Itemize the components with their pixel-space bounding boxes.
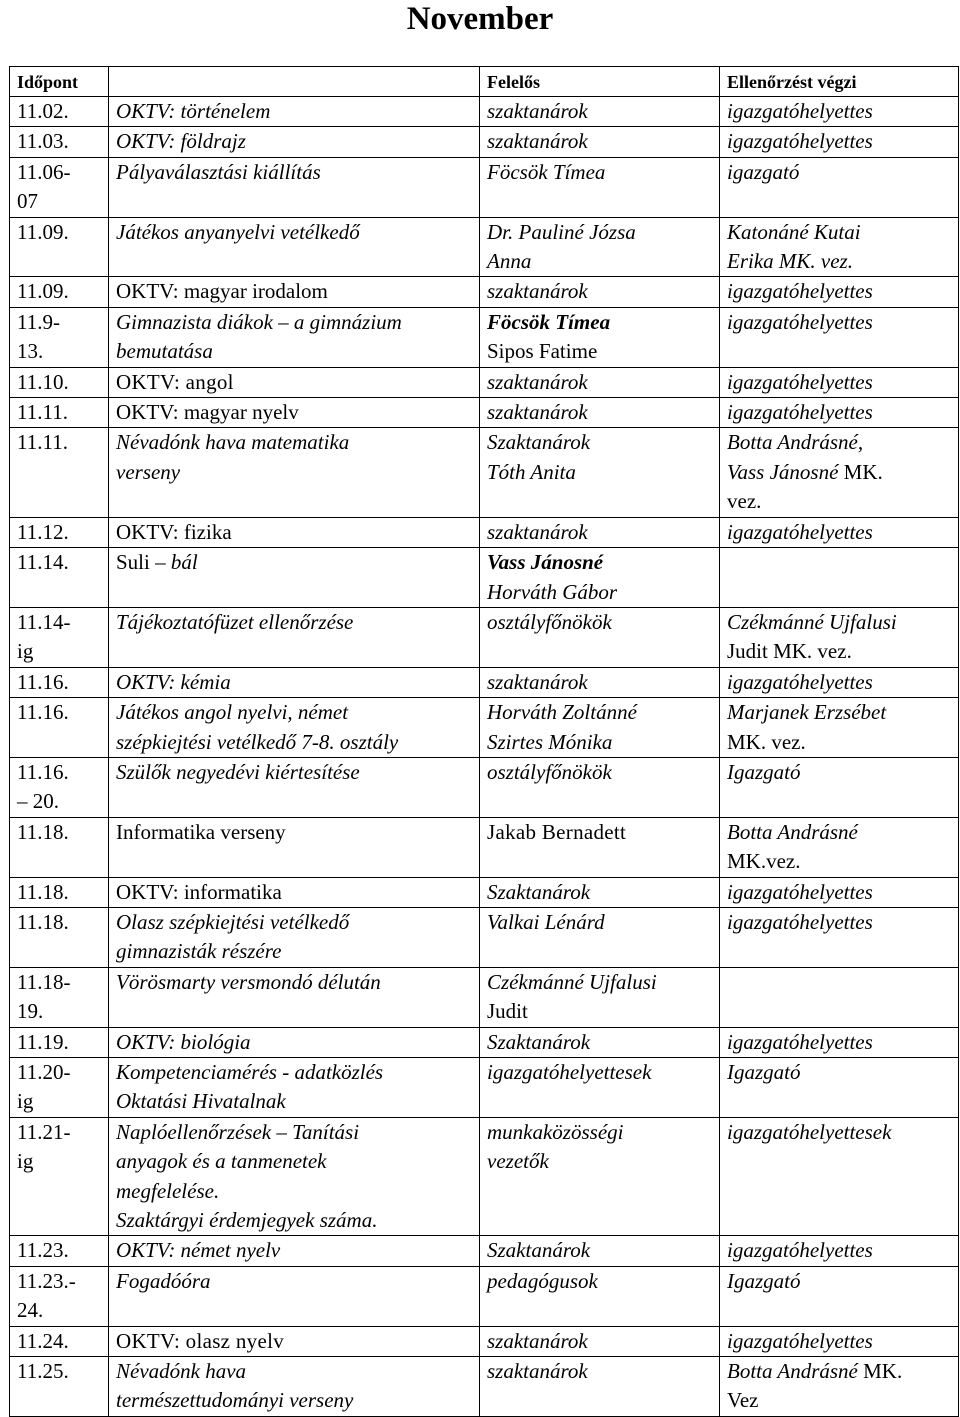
table-row — [10, 967, 959, 1027]
date-cell: 11.20- ig — [10, 1058, 109, 1118]
check-cell: igazgatóhelyettes — [720, 127, 959, 157]
event-cell: OKTV: olasz nyelv — [109, 1326, 480, 1356]
event-cell: Gimnazista diákok – a gimnázium bemutatása — [109, 307, 480, 367]
table-row — [10, 1357, 959, 1417]
check-role: MK.vez. — [727, 849, 801, 874]
check-cell: igazgatóhelyettes — [720, 877, 959, 907]
event-cell: Pályaválasztási kiállítás — [109, 157, 480, 217]
event-cell: Fogadóóra — [109, 1266, 480, 1326]
responsible-cell — [480, 548, 720, 608]
responsible-cell: szaktanárok — [480, 1326, 720, 1356]
responsible-primary: Czékmánné Ujfalusi — [487, 969, 657, 994]
date-cell: 11.16. — [10, 667, 109, 697]
event-cell: Kompetenciamérés - adatközlés Oktatási Hivatalnak — [109, 1058, 480, 1118]
date-cell: 11.23. — [10, 1236, 109, 1266]
check-names: Czékmánné Ujfalusi — [727, 609, 897, 634]
header-check: Ellenőrzést végzi — [720, 67, 959, 97]
responsible-cell — [480, 307, 720, 367]
table-row — [10, 907, 959, 967]
event-cell: OKTV: magyar irodalom — [109, 277, 480, 307]
check-cell: igazgatóhelyettes — [720, 367, 959, 397]
check-cell: igazgatóhelyettes — [720, 1236, 959, 1266]
check-cell: igazgatóhelyettes — [720, 1326, 959, 1356]
responsible-primary: Föcsök Tímea — [487, 309, 611, 334]
check-cell — [720, 1357, 959, 1417]
table-row — [10, 877, 959, 907]
table-row — [10, 1117, 959, 1236]
event-cell: OKTV: német nyelv — [109, 1236, 480, 1266]
table-row — [10, 307, 959, 367]
date-cell: 11.16. — [10, 698, 109, 758]
date-cell: 11.21- ig — [10, 1117, 109, 1236]
header-date: Időpont — [10, 67, 109, 97]
event-text-italic: bál — [170, 550, 198, 575]
date-cell: 11.12. — [10, 517, 109, 547]
check-cell: igazgatóhelyettes — [720, 517, 959, 547]
event-cell: OKTV: történelem — [109, 97, 480, 127]
header-responsible: Felelős — [480, 67, 720, 97]
date-cell: 11.18- 19. — [10, 967, 109, 1027]
date-cell: 11.25. — [10, 1357, 109, 1417]
table-header-row — [10, 67, 959, 97]
check-cell — [720, 607, 959, 667]
responsible-cell: igazgatóhelyettesek — [480, 1058, 720, 1118]
table-row — [10, 97, 959, 127]
check-cell: igazgatóhelyettesek — [720, 1117, 959, 1236]
responsible-cell: szaktanárok — [480, 127, 720, 157]
responsible-cell: Szaktanárok Tóth Anita — [480, 428, 720, 517]
responsible-cell: Szaktanárok — [480, 1236, 720, 1266]
responsible-cell: munkaközösségi vezetők — [480, 1117, 720, 1236]
table-row — [10, 1236, 959, 1266]
check-cell: igazgatóhelyettes — [720, 1027, 959, 1057]
responsible-cell: szaktanárok — [480, 277, 720, 307]
check-cell: igazgatóhelyettes — [720, 398, 959, 428]
table-row — [10, 667, 959, 697]
event-cell: Névadónk hava természettudományi verseny — [109, 1357, 480, 1417]
event-cell: OKTV: biológia — [109, 1027, 480, 1057]
check-cell: Igazgató — [720, 757, 959, 817]
table-row — [10, 698, 959, 758]
table-row — [10, 517, 959, 547]
event-cell: Játékos angol nyelvi, német szépkiejtési vetélkedő 7-8. osztály — [109, 698, 480, 758]
date-cell: 11.14- ig — [10, 607, 109, 667]
date-cell: 11.18. — [10, 907, 109, 967]
event-cell: Olasz szépkiejtési vetélkedő gimnazisták részére — [109, 907, 480, 967]
check-cell: igazgató — [720, 157, 959, 217]
check-cell: igazgatóhelyettes — [720, 97, 959, 127]
responsible-cell: szaktanárok — [480, 367, 720, 397]
responsible-cell: Dr. Pauliné Józsa Anna — [480, 217, 720, 277]
check-role: MK. Vez — [727, 1359, 903, 1413]
table-row — [10, 428, 959, 517]
table-row — [10, 757, 959, 817]
responsible-cell: osztályfőnökök — [480, 607, 720, 667]
date-cell: 11.23.- 24. — [10, 1266, 109, 1326]
responsible-secondary: Horváth Gábor — [487, 579, 618, 604]
check-cell — [720, 698, 959, 758]
table-row — [10, 607, 959, 667]
date-cell: 11.9- 13. — [10, 307, 109, 367]
event-cell: OKTV: földrajz — [109, 127, 480, 157]
date-cell: 11.11. — [10, 398, 109, 428]
event-cell: OKTV: angol — [109, 367, 480, 397]
date-cell: 11.18. — [10, 817, 109, 877]
event-text: Suli – — [116, 550, 171, 575]
table-row — [10, 398, 959, 428]
check-cell — [720, 967, 959, 1027]
table-row — [10, 127, 959, 157]
table-row — [10, 1058, 959, 1118]
responsible-cell: szaktanárok — [480, 667, 720, 697]
responsible-cell: szaktanárok — [480, 1357, 720, 1417]
check-cell: igazgatóhelyettes — [720, 307, 959, 367]
date-cell: 11.09. — [10, 277, 109, 307]
check-cell: Igazgató — [720, 1058, 959, 1118]
date-cell: 11.16. – 20. — [10, 757, 109, 817]
check-cell — [720, 817, 959, 877]
responsible-cell: szaktanárok — [480, 398, 720, 428]
date-cell: 11.11. — [10, 428, 109, 517]
responsible-cell: Szaktanárok — [480, 1027, 720, 1057]
responsible-cell — [480, 967, 720, 1027]
check-role: MK. vez. — [727, 459, 883, 514]
responsible-cell: osztályfőnökök — [480, 757, 720, 817]
responsible-cell: szaktanárok — [480, 97, 720, 127]
event-cell: OKTV: fizika — [109, 517, 480, 547]
check-role: MK. vez. — [727, 729, 806, 754]
table-row — [10, 1326, 959, 1356]
event-cell: Játékos anyanyelvi vetélkedő — [109, 217, 480, 277]
date-cell: 11.03. — [10, 127, 109, 157]
date-cell: 11.24. — [10, 1326, 109, 1356]
event-cell: Informatika verseny — [109, 817, 480, 877]
responsible-cell: Horváth Zoltánné Szirtes Mónika — [480, 698, 720, 758]
date-cell: 11.14. — [10, 548, 109, 608]
event-cell: Névadónk hava matematika verseny — [109, 428, 480, 517]
responsible-cell: Föcsök Tímea — [480, 157, 720, 217]
event-cell: OKTV: informatika — [109, 877, 480, 907]
check-cell: igazgatóhelyettes — [720, 277, 959, 307]
table-row — [10, 157, 959, 217]
date-cell: 11.09. — [10, 217, 109, 277]
date-cell: 11.06- 07 — [10, 157, 109, 217]
check-role: Judit MK. vez. — [727, 639, 852, 664]
responsible-secondary: Judit — [487, 999, 528, 1024]
event-cell — [109, 548, 480, 608]
event-cell: Naplóellenőrzések – Tanítási anyagok és a tanmenetek megfelelése. Szaktárgyi érdemjegyek száma. — [109, 1117, 480, 1236]
event-cell: OKTV: kémia — [109, 667, 480, 697]
responsible-primary: Vass Jánosné — [487, 550, 604, 575]
responsible-cell: szaktanárok — [480, 517, 720, 547]
date-cell: 11.02. — [10, 97, 109, 127]
check-cell — [720, 548, 959, 608]
check-names: Botta Andrásné — [727, 819, 858, 844]
responsible-cell: pedagógusok — [480, 1266, 720, 1326]
check-cell: igazgatóhelyettes — [720, 667, 959, 697]
check-cell: Igazgató — [720, 1266, 959, 1326]
table-row — [10, 548, 959, 608]
table-row — [10, 277, 959, 307]
november-schedule-table — [9, 66, 959, 1417]
check-cell — [720, 428, 959, 517]
date-cell: 11.18. — [10, 877, 109, 907]
responsible-cell: Jakab Bernadett — [480, 817, 720, 877]
event-cell: Vörösmarty versmondó délután — [109, 967, 480, 1027]
check-names: Botta Andrásné — [727, 1359, 858, 1384]
responsible-secondary: Sipos Fatime — [487, 339, 598, 364]
check-cell: igazgatóhelyettes — [720, 907, 959, 967]
header-event — [109, 67, 480, 97]
page-title: November — [406, 1, 554, 37]
table-row — [10, 367, 959, 397]
check-names: Botta Andrásné, Vass Jánosné — [727, 430, 864, 484]
responsible-cell: Valkai Lénárd — [480, 907, 720, 967]
table-row — [10, 1027, 959, 1057]
check-names: Marjanek Erzsébet — [727, 700, 887, 725]
date-cell: 11.10. — [10, 367, 109, 397]
responsible-cell: Szaktanárok — [480, 877, 720, 907]
table-row — [10, 1266, 959, 1326]
check-cell: Katonáné Kutai Erika MK. vez. — [720, 217, 959, 277]
table-row — [10, 217, 959, 277]
table-row — [10, 817, 959, 877]
date-cell: 11.19. — [10, 1027, 109, 1057]
event-cell: OKTV: magyar nyelv — [109, 398, 480, 428]
event-cell: Tájékoztatófüzet ellenőrzése — [109, 607, 480, 667]
event-cell: Szülők negyedévi kiértesítése — [109, 757, 480, 817]
